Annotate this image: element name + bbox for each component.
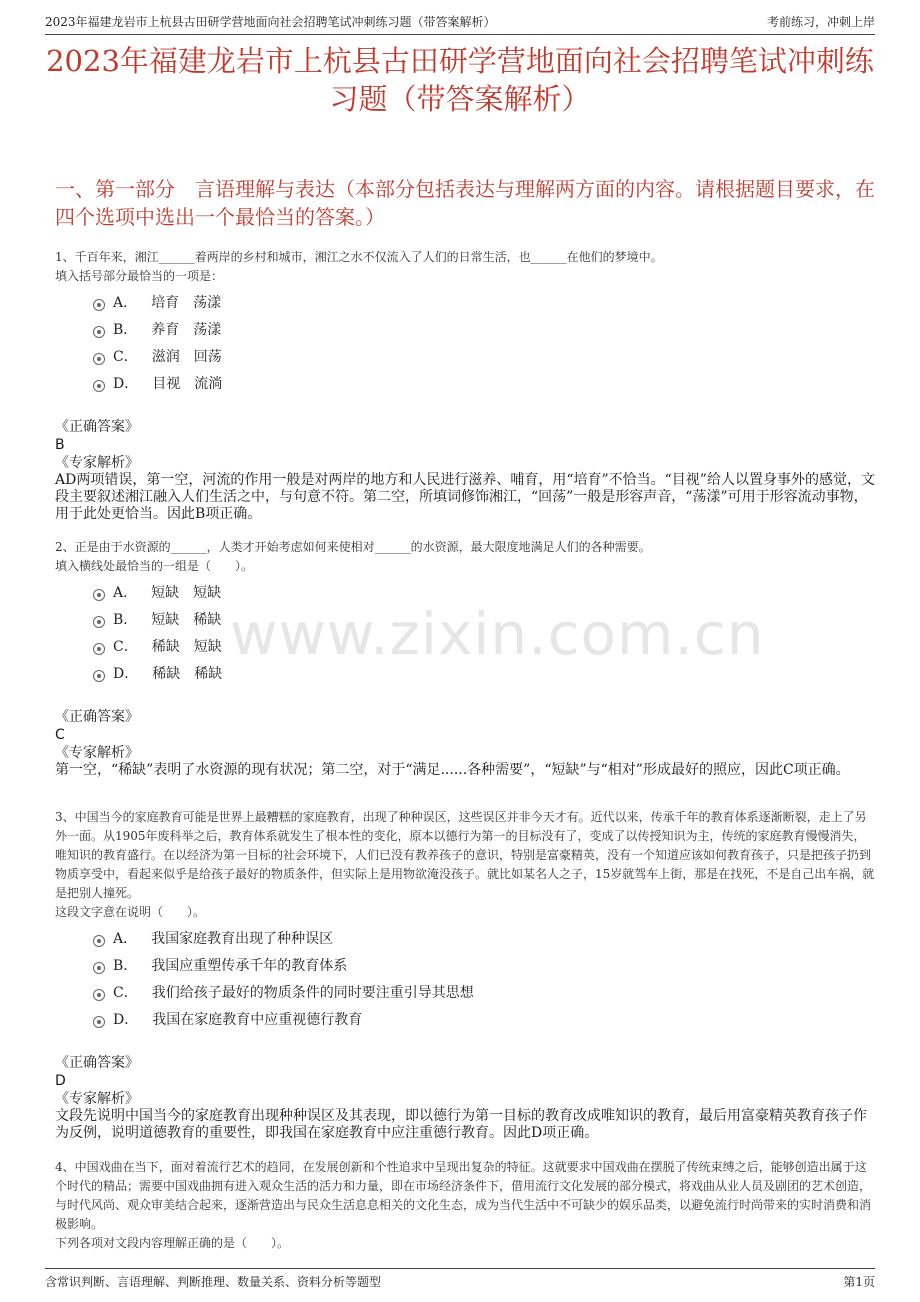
radio-icon[interactable] (93, 616, 105, 628)
radio-icon[interactable] (93, 989, 105, 1001)
answer-label: 《正确答案》 (55, 419, 139, 435)
page-number: 第1页 (843, 1274, 875, 1289)
option-text: 我国家庭教育出现了种种误区 (151, 931, 334, 947)
watermark: www.zixin.com.cn (230, 600, 765, 668)
document-title: 2023年福建龙岩市上杭县古田研学营地面向社会招聘笔试冲刺练习题（带答案解析） (46, 44, 874, 116)
option-text: 我国应重塑传承千年的教育体系 (151, 958, 348, 974)
option-text: 我们给孩子最好的物质条件的同时要注重引导其思想 (151, 985, 474, 1001)
option-a[interactable] (55, 290, 875, 317)
header-slogan: 考前练习，冲刺上岸 (766, 14, 875, 29)
option-letter: C． (113, 349, 138, 365)
radio-icon[interactable] (93, 670, 105, 682)
option-d[interactable] (55, 371, 875, 398)
analysis-text: 第一空，“稀缺”表明了水资源的现有状况；第二空，对于“满足......各种需要”，“短缺”与“相对”形成最好的照应，因此C项正确。 (55, 762, 850, 778)
option-letter: A． (113, 931, 138, 947)
answer-label: 《正确答案》 (55, 1055, 139, 1071)
question-prompt: 下列各项对文段内容理解正确的是（ ）。 (55, 1236, 290, 1250)
question-stem: 2、正是由于水资源的______，人类才开始考虑如何来使相对______的水资源，最大限度地满足人们的各种需要。 (55, 540, 651, 554)
option-letter: D． (113, 666, 139, 682)
question-stem: 3、中国当今的家庭教育可能是世界上最糟糕的家庭教育，出现了种种误区，这些误区并非今天才有。近代以来，传承千年的教育体系逐渐断裂，走上了另外一面。从1905年废科举之后，教育体系就发生了根本性的变化，原本以德行为第一的目标没有了，变成了以传授知识为主，传统的家庭教育慢慢消失，唯知识的教育盛行。在以经济为第一目标的社会环境下，人们已没有教养孩子的意识，特别是富豪精英，没有一个知道应该如何教育孩子，只是把孩子扔到物质享受中，看起来似乎是给孩子最好的物质条件，但实际上是用物欲淹没孩子。就比如某名人之子，15岁就驾车上街，那是在找死，不是自己出车祸，就是把别人撞死。 (55, 810, 875, 900)
option-text: 目视 流淌 (152, 376, 223, 392)
option-text: 短缺 短缺 (151, 585, 222, 601)
option-text: 短缺 稀缺 (151, 612, 222, 628)
option-text: 稀缺 稀缺 (152, 666, 223, 682)
analysis-label: 《专家解析》 (55, 455, 139, 471)
answer-block (55, 1054, 875, 1142)
option-text: 培育 荡漾 (151, 295, 222, 311)
radio-icon[interactable] (93, 643, 105, 655)
option-text: 稀缺 短缺 (151, 639, 222, 655)
option-text: 我国在家庭教育中应重视德行教育 (152, 1012, 363, 1028)
option-letter: A． (113, 585, 138, 601)
options-list (55, 926, 875, 1034)
option-c[interactable] (55, 634, 875, 661)
radio-icon[interactable] (93, 326, 105, 338)
options-list (55, 290, 875, 398)
option-c[interactable] (55, 980, 875, 1007)
option-b[interactable] (55, 607, 875, 634)
radio-icon[interactable] (93, 380, 105, 392)
answer-value: C (55, 727, 65, 743)
radio-icon[interactable] (93, 935, 105, 947)
question-3 (55, 808, 875, 1142)
option-letter: C． (113, 985, 138, 1001)
analysis-text: AD两项错误，第一空，河流的作用一般是对两岸的地方和人民进行滋养、哺育，用“培育”不恰当。“目视”给人以置身事外的感觉，文段主要叙述湘江融入人们生活之中，与句意不符。第二空，所填词修饰湘江，“回荡”一般是形容声音，“荡漾”可用于形容流动事物，用于此处更恰当。因此B项正确。 (55, 472, 875, 522)
radio-icon[interactable] (93, 299, 105, 311)
footer-description: 含常识判断、言语理解、判断推理、数量关系、资料分析等题型 (45, 1274, 382, 1289)
question-prompt: 填入横线处最恰当的一组是（ ）。 (55, 559, 254, 573)
analysis-text: 文段先说明中国当今的家庭教育出现种种误区及其表现，即以德行为第一目标的教育改成唯知识的教育，最后用富豪精英教育孩子作为反例，说明道德教育的重要性，即我国在家庭教育中应注重德行教育。因此D项正确。 (55, 1108, 867, 1141)
answer-label: 《正确答案》 (55, 709, 139, 725)
answer-value: B (55, 437, 65, 453)
option-text: 养育 荡漾 (151, 322, 222, 338)
analysis-label: 《专家解析》 (55, 1091, 139, 1107)
answer-value: D (55, 1073, 66, 1089)
option-d[interactable] (55, 661, 875, 688)
option-text: 滋润 回荡 (151, 349, 222, 365)
question-4 (55, 1158, 875, 1253)
option-letter: B． (113, 958, 138, 974)
option-letter: A． (113, 295, 138, 311)
radio-icon[interactable] (93, 353, 105, 365)
options-list (55, 580, 875, 688)
question-2 (55, 538, 875, 779)
option-letter: B． (113, 612, 138, 628)
header-document-title: 2023年福建龙岩市上杭县古田研学营地面向社会招聘笔试冲刺练习题（带答案解析） (45, 14, 496, 29)
option-a[interactable] (55, 926, 875, 953)
page-header (45, 8, 875, 35)
radio-icon[interactable] (93, 1016, 105, 1028)
section-heading: 一、第一部分 言语理解与表达（本部分包括表达与理解两方面的内容。请根据题目要求，在四个选项中选出一个最恰当的答案。） (55, 177, 875, 229)
option-letter: C． (113, 639, 138, 655)
answer-block (55, 418, 875, 523)
analysis-label: 《专家解析》 (55, 745, 139, 761)
option-b[interactable] (55, 317, 875, 344)
page-footer (45, 1268, 875, 1293)
option-b[interactable] (55, 953, 875, 980)
option-letter: D． (113, 1012, 139, 1028)
question-prompt: 填入括号部分最恰当的一项是： (55, 269, 224, 283)
option-letter: D． (113, 376, 139, 392)
radio-icon[interactable] (93, 962, 105, 974)
option-a[interactable] (55, 580, 875, 607)
option-c[interactable] (55, 344, 875, 371)
option-letter: B． (113, 322, 138, 338)
answer-block (55, 708, 875, 779)
question-stem: 1、千百年来，湘江______着两岸的乡村和城市，湘江之水不仅流入了人们的日常生活，也______在他们的梦境中。 (55, 250, 663, 264)
question-stem: 4、中国戏曲在当下，面对着流行艺术的趋同，在发展创新和个性追求中呈现出复杂的特征。这就要求中国戏曲在摆脱了传统束缚之后，能够创造出属于这个时代的精品；需要中国戏曲拥有进入观众生活的活力和力量，即在市场经济条件下，借用流行文化发展的部分模式，将戏曲从业人员及剧团的艺术创造，与时代风尚、观众审美结合起来，逐渐营造出与民众生活息息相关的文化生态，成为当代生活中不可缺少的娱乐品类，以避免流行时尚带来的实时消费和消极影响。 (55, 1160, 872, 1231)
question-prompt: 这段文字意在说明（ ）。 (55, 905, 206, 919)
radio-icon[interactable] (93, 589, 105, 601)
option-d[interactable] (55, 1007, 875, 1034)
question-1 (55, 248, 875, 523)
